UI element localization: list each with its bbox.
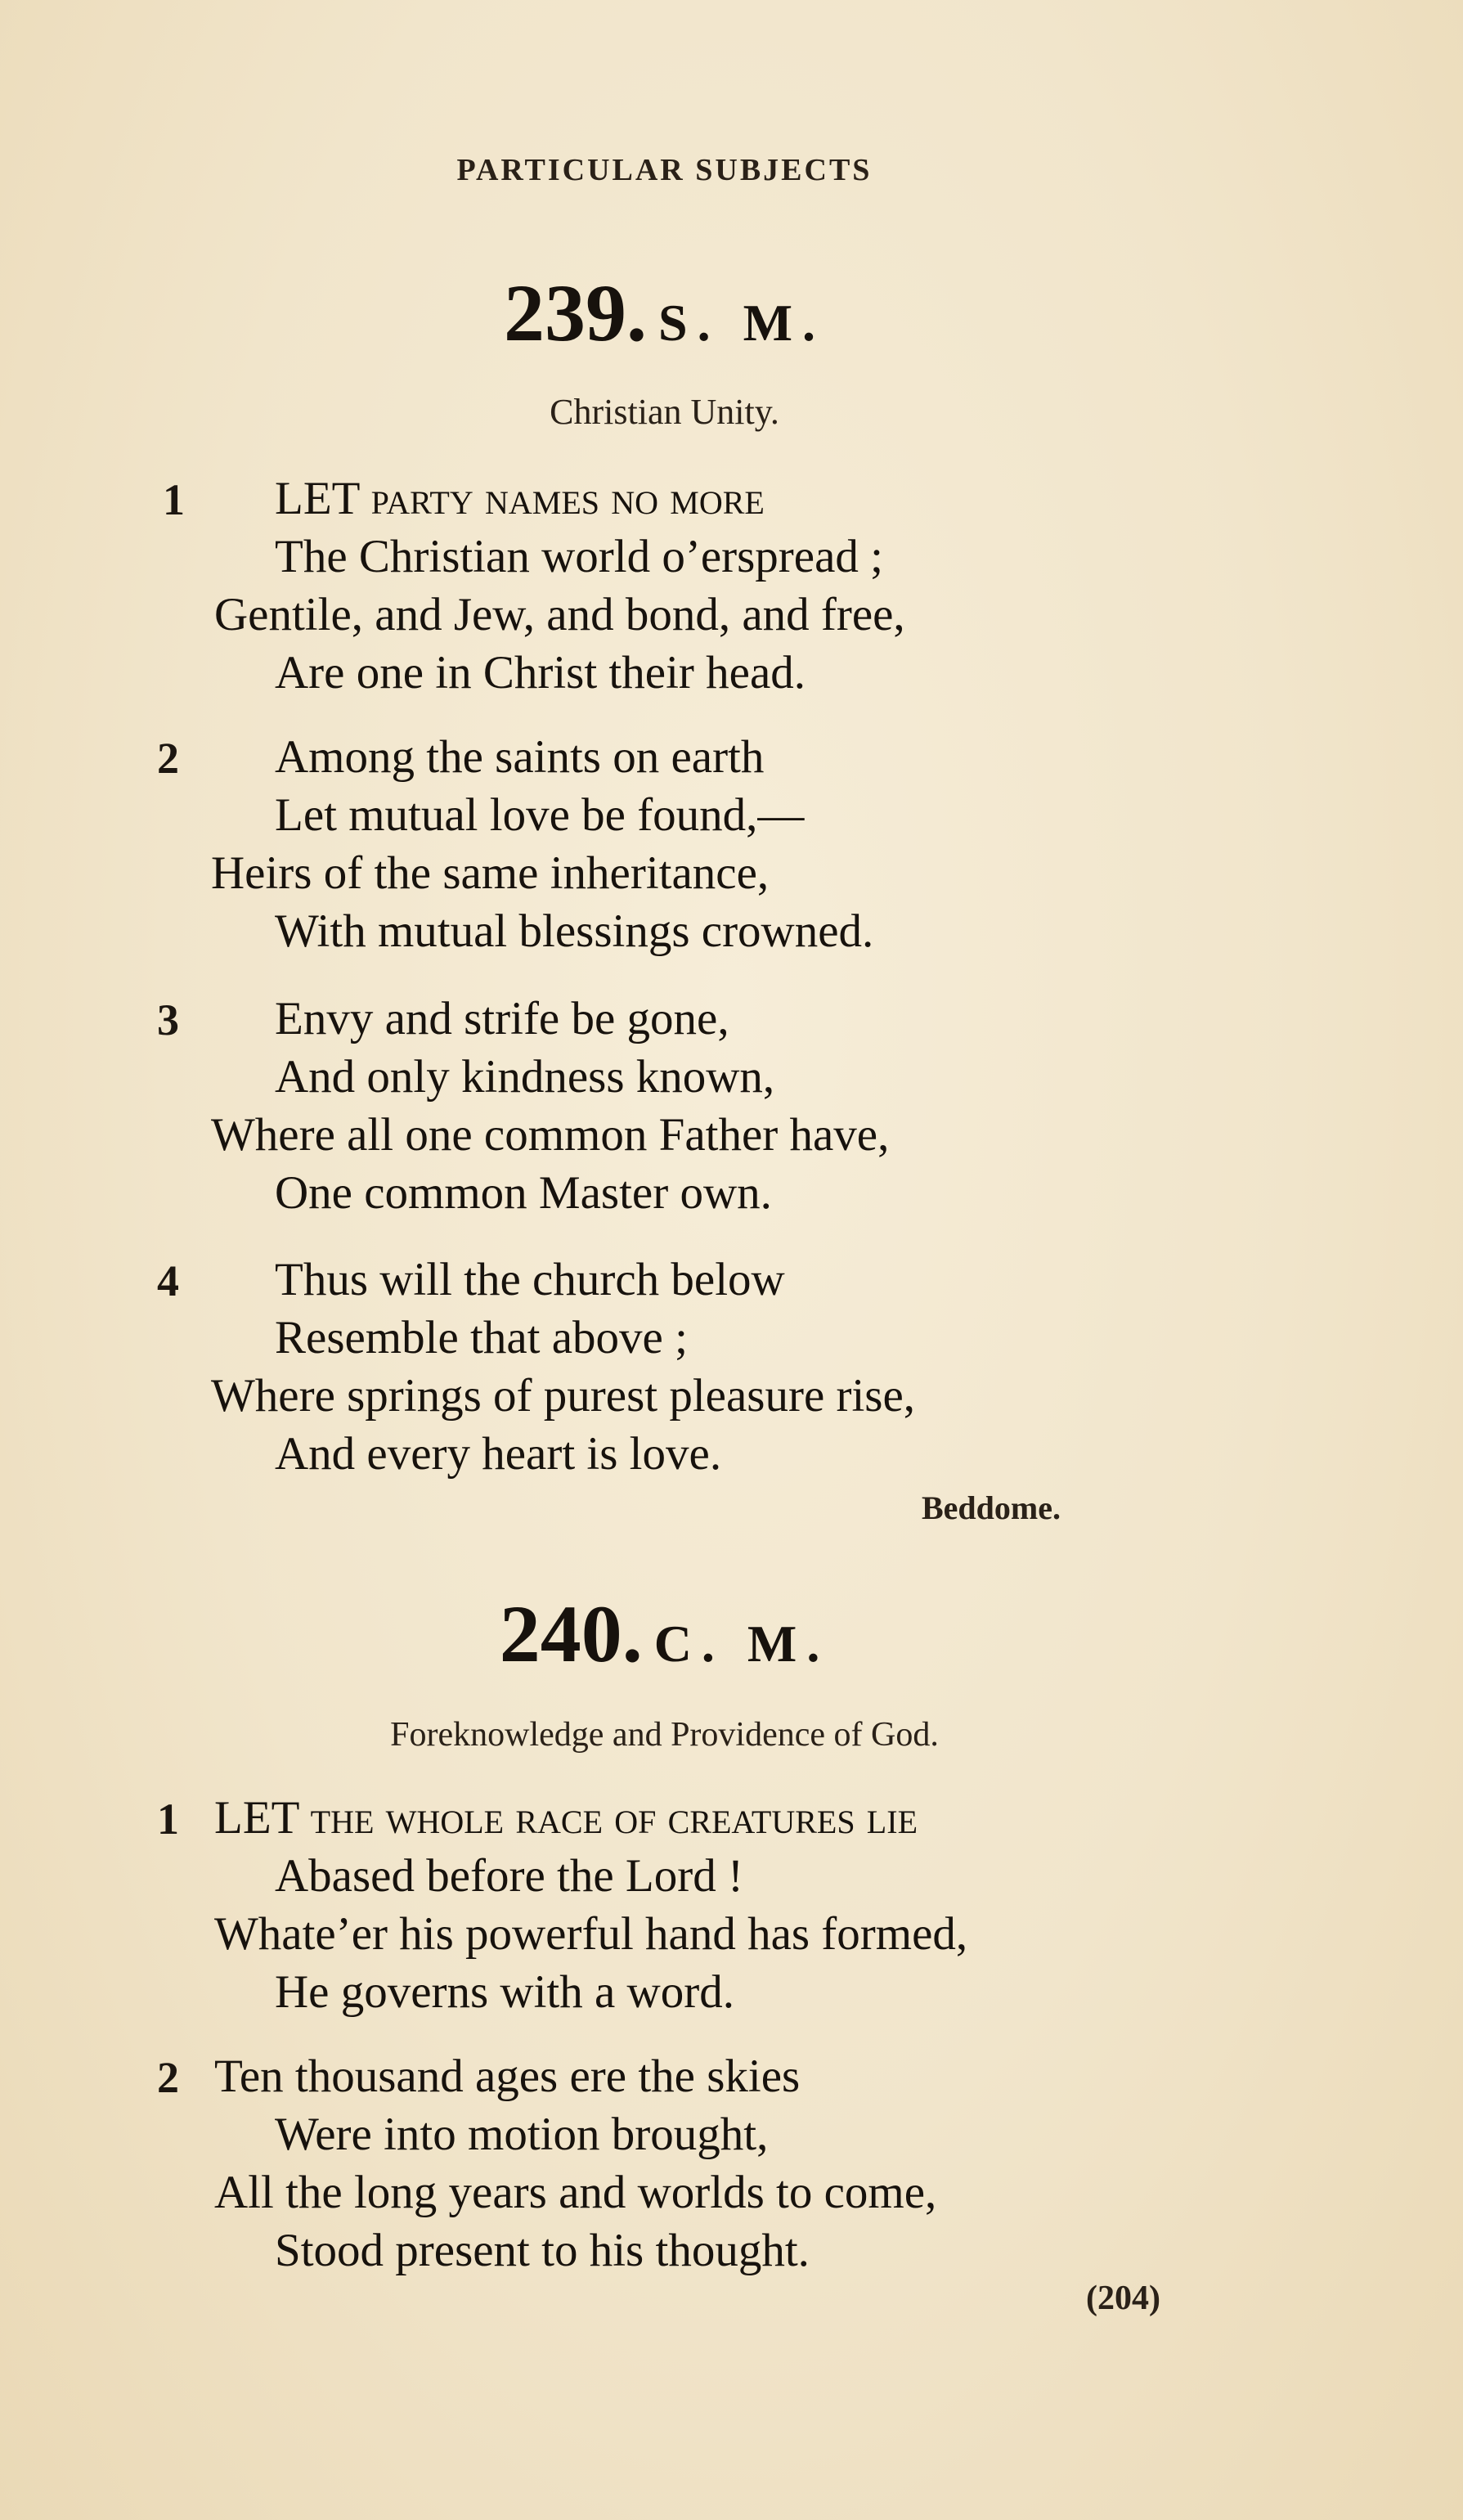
verse-line: Where springs of purest pleasure rise, [211, 1370, 916, 1422]
verse-line-text: LET the whole race of creatures lie [214, 1792, 918, 1844]
hymn-240-heading [0, 1587, 1329, 1681]
verse-line: Are one in Christ their head. [275, 647, 806, 699]
verse-line [214, 1791, 918, 1844]
verse-line: Were into motion brought, [275, 2109, 769, 2160]
verse-line: Among the saints on earth [275, 731, 765, 783]
verse-line: Stood present to his thought. [275, 2225, 810, 2276]
verse-line: All the long years and worlds to come, [214, 2167, 937, 2218]
verse-number: 1 [157, 1795, 179, 1844]
verse-line: One common Master own. [275, 1167, 772, 1219]
verse-line: And only kindness known, [275, 1051, 775, 1103]
verse-line: The Christian world o’erspread ; [275, 531, 883, 582]
verse-number: 1 [163, 475, 185, 524]
verse-line: Resemble that above ; [275, 1312, 688, 1363]
verse-line: Abased before the Lord ! [275, 1850, 743, 1902]
hymn-239-subject: Christian Unity. [550, 392, 779, 432]
verse-line: With mutual blessings crowned. [275, 905, 874, 957]
verse-line: Heirs of the same inheritance, [211, 847, 770, 899]
verse-number: 2 [157, 734, 179, 783]
hymn-239-heading [0, 266, 1329, 360]
verse-line: Where all one common Father have, [211, 1109, 890, 1161]
hymn-number: 239. [504, 267, 647, 358]
hymn-meter: S. M. [658, 294, 825, 352]
verse-line [275, 472, 765, 525]
verse-number: 2 [157, 2053, 179, 2102]
verse-number: 3 [157, 995, 179, 1044]
hymn-240-subject: Foreknowledge and Providence of God. [390, 1716, 939, 1754]
verse-line: He governs with a word. [275, 1966, 734, 2018]
verse-number: 4 [157, 1256, 179, 1305]
verse-line: Whate’er his powerful hand has formed, [214, 1908, 968, 1960]
hymn-meter: C. M. [653, 1615, 830, 1673]
verse-line: Envy and strife be gone, [275, 993, 729, 1044]
verse-line-text: LET party names no more [275, 473, 765, 524]
verse-line: Let mutual love be found,— [275, 789, 805, 841]
verse-line: Thus will the church below [275, 1254, 785, 1305]
hymn-number: 240. [499, 1588, 643, 1679]
verse-line: Ten thousand ages ere the skies [214, 2051, 801, 2102]
hymn-author: Beddome. [922, 1489, 1061, 1526]
page-number: (204) [1086, 2280, 1160, 2317]
running-head: PARTICULAR SUBJECTS [456, 153, 873, 187]
verse-line: And every heart is love. [275, 1428, 722, 1480]
verse-line: Gentile, and Jew, and bond, and free, [214, 589, 905, 640]
